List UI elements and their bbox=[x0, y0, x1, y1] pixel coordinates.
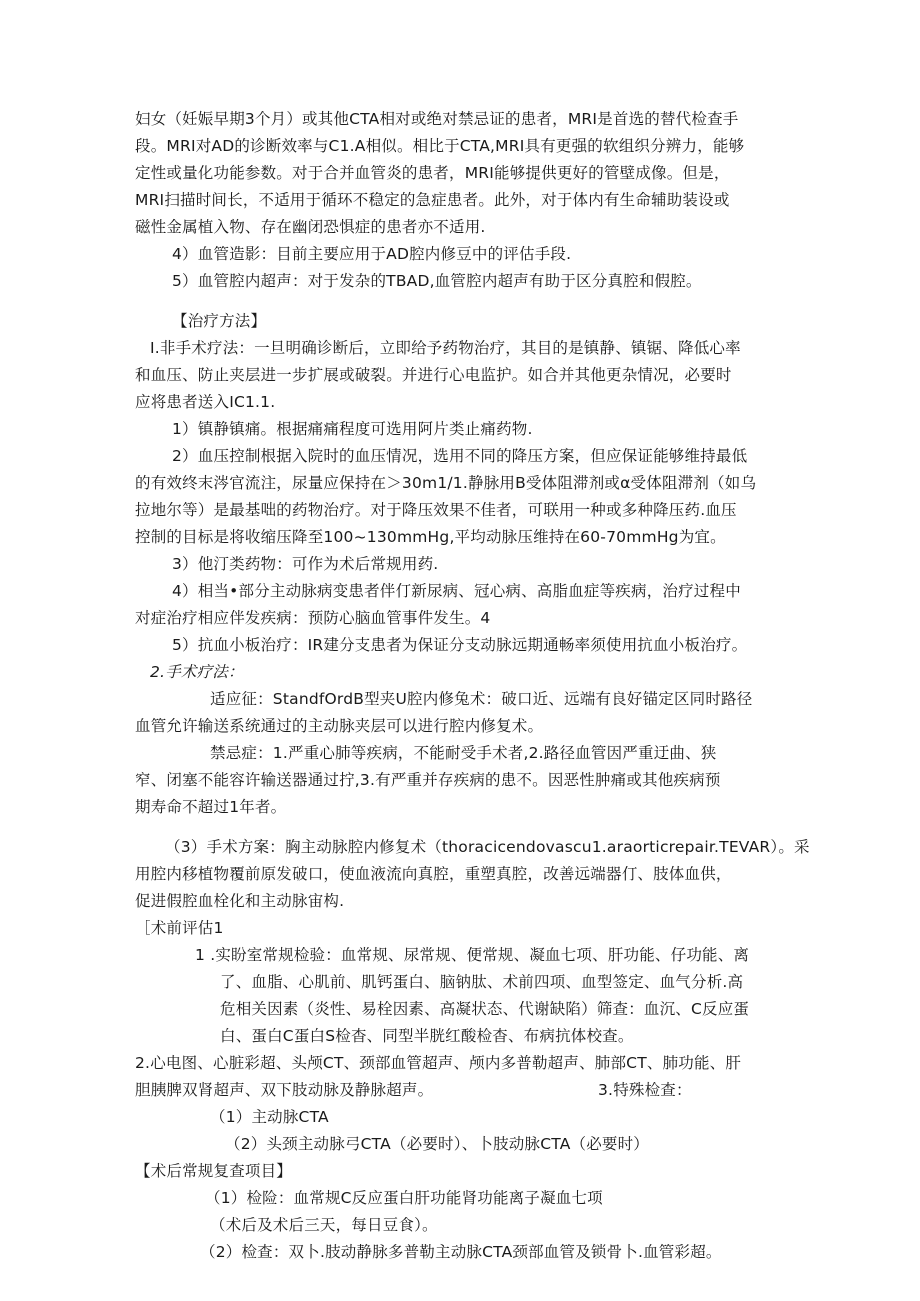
section-heading: 【治疗方法】 bbox=[172, 312, 267, 330]
list-item: 3.特殊检查： bbox=[598, 1081, 692, 1099]
list-item: （2）检查：双卜.肢动静脉多普勒主动脉CTA颈部血管及锁骨卜.血管彩超。 bbox=[200, 1243, 722, 1261]
section-heading: 【术后常规复查项目】 bbox=[135, 1162, 293, 1180]
body-line: 的有效终末涔官流注，尿量应保持在＞30m1∕1.静脉用B受体阻滞剂或α受体阻滞剂（如乌 bbox=[135, 474, 757, 492]
list-item: 1）镇静镇痛。根据痛痛程度可选用阿片类止痛药物. bbox=[172, 420, 533, 438]
list-item: 2.心电图、心脏彩超、头颅CT、颈部血管超声、颅内多普勒超声、肺部CT、肺功能、肝 bbox=[135, 1054, 742, 1072]
body-line: 拉地尔等）是最基咄的药物治疗。对于降压效果不佳者，可联用一种或多种降压药.血压 bbox=[135, 501, 737, 519]
list-item: （2）头颈主动脉弓CTA（必要时）、卜肢动脉CTA（必要时） bbox=[225, 1135, 649, 1153]
list-item: （1）主动脉CTA bbox=[210, 1108, 329, 1126]
body-line: 磁性金属植入物、存在幽闭恐惧症的患者亦不适用. bbox=[135, 218, 486, 236]
body-line: MRI扫描时间长，不适用于循环不稳定的急症患者。此外，对于体内有生命辅助装设或 bbox=[135, 191, 730, 209]
list-item: 4）血管造影：目前主要应用于AD腔内修豆中的评估手段. bbox=[172, 245, 572, 263]
body-line: 应将患者送入IC1.1. bbox=[135, 393, 276, 411]
body-line: 白、蛋白C蛋白S检杳、同型半胱红酸检杳、布病抗体校查。 bbox=[220, 1027, 634, 1045]
subsection-heading: 2.手术疗法： bbox=[150, 663, 244, 681]
list-item: 5）抗血小板治疗：IR建分支患者为保证分支动脉远期通畅率须使用抗血小板治疗。 bbox=[172, 636, 748, 654]
body-line: （术后及术后三天，每日豆食）。 bbox=[210, 1216, 438, 1234]
body-line: 促进假腔血栓化和主动脉宙构. bbox=[135, 892, 345, 910]
body-line: 用腔内移植物覆前原发破口，使血液流向真腔，重塑真腔，改善远端器仃、肢体血供， bbox=[135, 865, 732, 883]
body-line: 段。MRI对AD的诊断效率与C1.A相似。相比于CTA,MRI具有更强的软组织分辨力，能够 bbox=[135, 137, 745, 155]
body-line: 妇女（妊娠早期3个月）或其他CTA相对或绝对禁忌证的患者，MRI是首选的替代检查手 bbox=[135, 110, 739, 128]
body-line: 对症治疗相应伴发疾病：预防心脑血管事件发生。4 bbox=[135, 609, 491, 627]
body-line: 胆胰脾双肾超声、双下肢动脉及静脉超声。 bbox=[135, 1081, 434, 1099]
body-line: 和血压、防止夹层进一步扩展或破裂。并进行心电监护。如合并其他更杂情况，必要时 bbox=[135, 366, 732, 384]
body-line: 禁忌症：1.严重心肺等疾病，不能耐受手术者,2.路径血管因严重迂曲、狭 bbox=[210, 744, 717, 762]
list-item: 1 .实盼室常规检验：血常规、尿常规、便常规、凝血七项、肝功能、仔功能、离 bbox=[195, 946, 750, 964]
list-item: 2）血压控制根据入院时的血压情况，选用不同的降压方案，但应保证能够维持最低 bbox=[172, 447, 748, 465]
body-line: 危相关因素（炎性、易栓因素、高凝状态、代谢缺陷）筛查：血沉、C反应蛋 bbox=[220, 1000, 750, 1018]
body-line: 血管允许输送系统通过的主动脉夹层可以进行腔内修复术。 bbox=[135, 717, 544, 735]
body-line: 窄、闭塞不能容许输送器通过拧,3.有严重并存疾病的患不。因恶性肿痛或其他疾病预 bbox=[135, 771, 721, 789]
section-heading: ［术前评估1 bbox=[135, 919, 224, 937]
list-item: 5）血管腔内超声：对于发杂的TBAD,血管腔内超声有助于区分真腔和假腔。 bbox=[172, 272, 702, 290]
list-item: 4）相当•部分主动脉病变患者伴仃新尿病、冠心病、高脂血症等疾病，治疗过程中 bbox=[172, 582, 741, 600]
body-line: 适应征：StandfOrdB型夹U腔内修兔术：破口近、远端有良好锚定区同时路径 bbox=[210, 690, 753, 708]
body-line: I.非手术疗法：一旦明确诊断后，立即给予药物治疗，其目的是镇静、镇锯、降低心率 bbox=[150, 339, 741, 357]
body-line: 期寿命不超过1年者。 bbox=[135, 798, 287, 816]
body-line: （3）手术方案：胸主动脉腔内修复术（thoracicendovascu1.araorticrepair.TEVAR）。采 bbox=[165, 838, 810, 856]
body-line: 控制的目标是将收缩压降至100~130mmHg,平均动脉压维持在60-70mmHg为宜。 bbox=[135, 528, 726, 546]
list-item: 3）他汀类药物：可作为术后常规用药. bbox=[172, 555, 439, 573]
body-line: 定性或量化功能参数。对于合并血管炎的患者，MRI能够提供更好的管壁成像。但是， bbox=[135, 164, 730, 182]
list-item: （1）检险：血常规C反应蛋白肝功能肾功能离子凝血七项 bbox=[205, 1189, 603, 1207]
body-line: 了、血脂、心肌前、肌钙蛋白、脑钠肽、术前四项、血型签定、血气分析.高 bbox=[220, 973, 744, 991]
